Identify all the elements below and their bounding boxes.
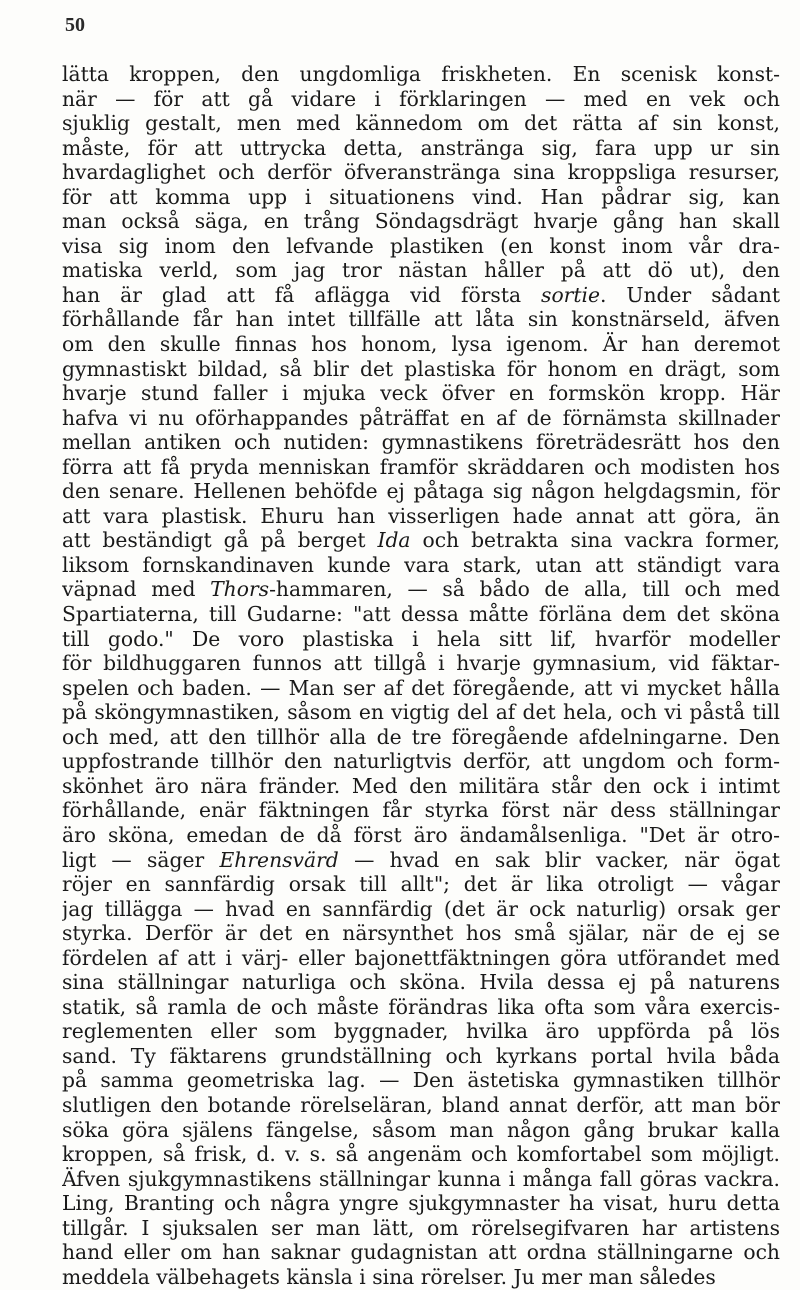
text-line: sina ställningar naturliga och sköna. Hvila dessa ej på naturens	[62, 970, 780, 995]
text-line: förhållande får han intet tillfälle att låta sin konstnärseld, äfven	[62, 307, 780, 332]
text-line: den senare. Hellenen behöfde ej påtaga sig någon helgdagsmin, för	[62, 479, 780, 504]
text-line: hvardaglighet och derför öfveranstränga sina kroppsliga resurser,	[62, 160, 780, 185]
text-line: jag tillägga — hvad en sannfärdig (det är ock naturlig) orsak ger	[62, 896, 780, 921]
text-line: söka göra själens fängelse, såsom man någon gång brukar kalla	[62, 1117, 780, 1142]
page-number: 50	[65, 14, 85, 36]
text-line: att beständigt gå på berget Ida och betrakta sina vackra former,	[62, 528, 780, 553]
text-line: röjer en sannfärdig orsak till allt"; det är lika otroligt — vågar	[62, 872, 780, 897]
text-line: styrka. Derför är det en närsynthet hos små själar, när de ej se	[62, 921, 780, 946]
text-line: skönhet äro nära fränder. Med den militära står den ock i intimt	[62, 773, 780, 798]
text-line: man också säga, en trång Söndagsdrägt hvarje gång han skall	[62, 209, 780, 234]
text-line: kroppen, så frisk, d. v. s. så angenäm och komfortabel som möjligt.	[62, 1142, 780, 1167]
text-line: hafva vi nu oförhappandes påträffat en af de förnämsta skillnader	[62, 405, 780, 430]
text-line: sjuklig gestalt, men med kännedom om det rätta af sin konst,	[62, 111, 780, 136]
text-line: att vara plastisk. Ehuru han visserligen hade annat att göra, än	[62, 503, 780, 528]
text-line: för att komma upp i situationens vind. Han pådrar sig, kan	[62, 184, 780, 209]
text-line: slutligen den botande rörelseläran, bland annat derför, att man bör	[62, 1092, 780, 1117]
text-line: förra att få pryda menniskan framför skräddaren och modisten hos	[62, 454, 780, 479]
text-line: fördelen af att i värj- eller bajonettfäktningen göra utförandet med	[62, 945, 780, 970]
text-line: lätta kroppen, den ungdomliga friskheten. En scenisk konst-	[62, 62, 780, 86]
text-line: äro sköna, emedan de då först äro ändamålsenliga. "Det är otro-	[62, 822, 780, 847]
text-line: till godo." De voro plastiska i hela sitt lif, hvarför modeller	[62, 626, 780, 651]
text-line: liksom fornskandinaven kunde vara stark, utan att ständigt vara	[62, 552, 780, 577]
text-line: statik, så ramla de och måste förändras lika ofta som våra exercis-	[62, 994, 780, 1019]
text-line: när — för att gå vidare i förklaringen — med en vek och	[62, 86, 780, 111]
text-line: och med, att den tillhör alla de tre föregående afdelningarne. Den	[62, 724, 780, 749]
body-text	[62, 62, 780, 1289]
text-line: Ling, Branting och några yngre sjukgymnaster ha visat, huru detta	[62, 1191, 780, 1216]
text-line: mellan antiken och nutiden: gymnastikens företrädesrätt hos den	[62, 430, 780, 455]
text-line: om den skulle finnas hos honom, lysa igenom. Är han deremot	[62, 332, 780, 357]
text-line: måste, för att uttrycka detta, anstränga sig, fara upp ur sin	[62, 135, 780, 160]
text-line: förhållande, enär fäktningen får styrka först när dess ställningar	[62, 798, 780, 823]
text-line: spelen och baden. — Man ser af det föregående, att vi mycket hålla	[62, 675, 780, 700]
text-line: han är glad att få aflägga vid första sortie. Under sådant	[62, 282, 780, 307]
text-line: matiska verld, som jag tror nästan håller på att dö ut), den	[62, 258, 780, 283]
text-line: gymnastiskt bildad, så blir det plastiska för honom en drägt, som	[62, 356, 780, 381]
text-line: tillgår. I sjuksalen ser man lätt, om rörelsegifvaren har artistens	[62, 1215, 780, 1240]
text-line: Spartiaterna, till Gudarne: "att dessa måtte förläna dem det sköna	[62, 602, 780, 627]
text-line: Äfven sjukgymnastikens ställningar kunna i många fall göras vackra.	[62, 1166, 780, 1191]
text-line: reglementen eller som byggnader, hvilka äro uppförda på lös	[62, 1019, 780, 1044]
text-line: visa sig inom den lefvande plastiken (en konst inom vår dra-	[62, 233, 780, 258]
text-line: sand. Ty fäktarens grundställning och kyrkans portal hvila båda	[62, 1043, 780, 1068]
text-line: meddela välbehagets känsla i sina rörelser. Ju mer man således	[62, 1264, 716, 1289]
text-line: hand eller om han saknar gudagnistan att ordna ställningarne och	[62, 1240, 780, 1265]
text-line: hvarje stund faller i mjuka veck öfver en formskön kropp. Här	[62, 381, 780, 406]
text-line: på samma geometriska lag. — Den ästetiska gymnastiken tillhör	[62, 1068, 780, 1093]
text-line: på sköngymnastiken, såsom en vigtig del af det hela, och vi påstå till	[62, 700, 780, 725]
text-line: uppfostrande tillhör den naturligtvis derför, att ungdom och form-	[62, 749, 780, 774]
text-line: väpnad med Thors-hammaren, — så bådo de alla, till och med	[62, 577, 780, 602]
text-line: ligt — säger Ehrensvärd — hvad en sak blir vacker, när ögat	[62, 847, 780, 872]
text-line: för bildhuggaren funnos att tillgå i hvarje gymnasium, vid fäktar-	[62, 651, 780, 676]
